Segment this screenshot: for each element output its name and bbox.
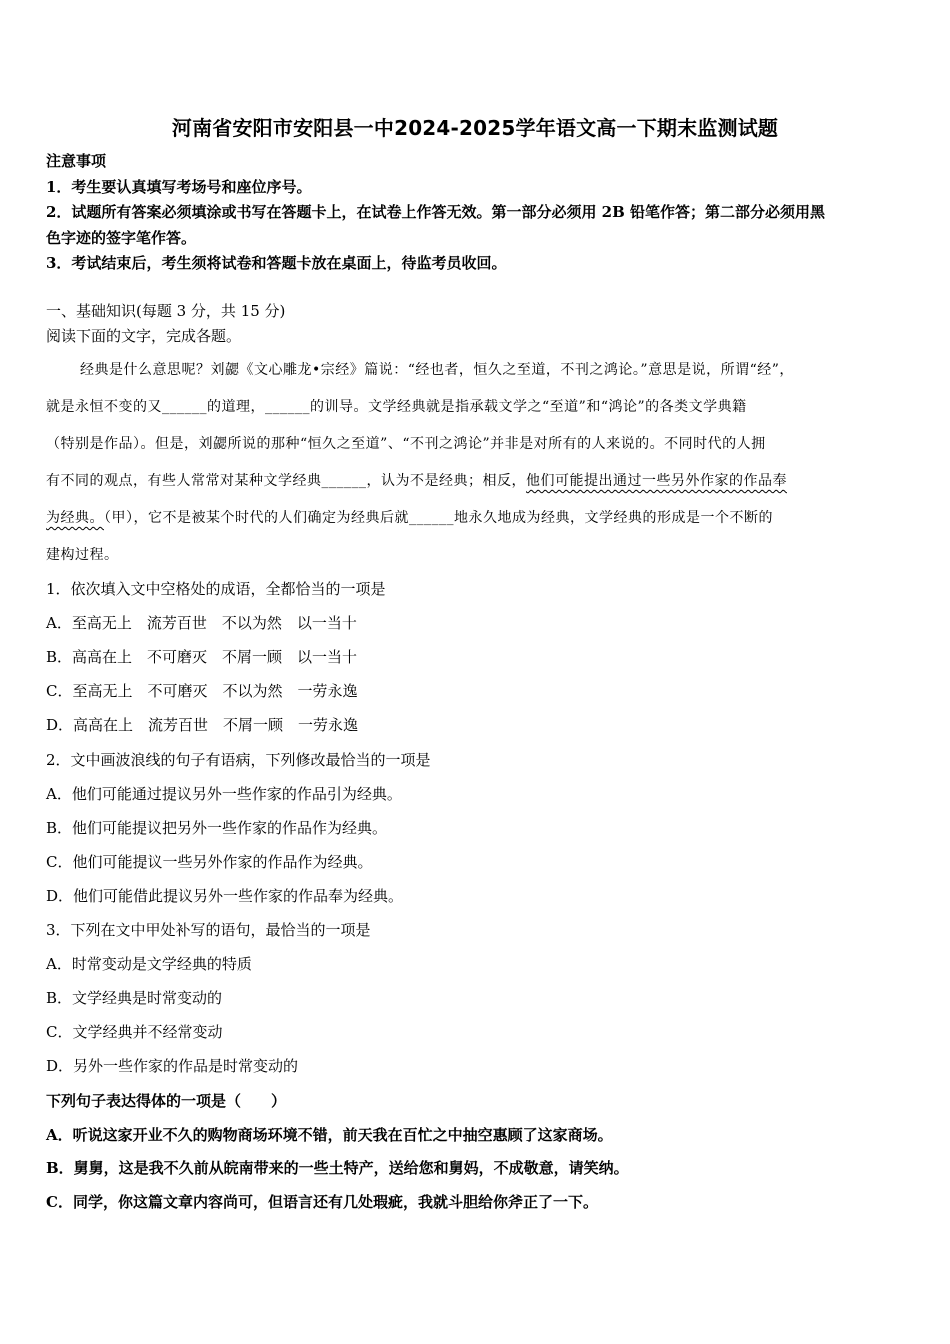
question-stem: 2．文中画波浪线的句子有语病，下列修改最恰当的一项是 — [46, 751, 431, 769]
question-stem: 3．下列在文中甲处补写的语句，最恰当的一项是 — [46, 921, 371, 939]
question-option: C．文学经典并不经常变动 — [46, 1023, 223, 1041]
passage-line — [46, 471, 787, 491]
question-option: D．他们可能借此提议另外一些作家的作品奉为经典。 — [46, 887, 404, 905]
section-instruction: 阅读下面的文字，完成各题。 — [46, 327, 242, 345]
notice-item: 1．考生要认真填写考场号和座位序号。 — [46, 178, 312, 196]
question-stem: 1．依次填入文中空格处的成语，全都恰当的一项是 — [46, 580, 386, 598]
passage-line: 就是永恒不变的又______的道理，______的训导。文学经典就是指承载文学之“至道”和“鸿论”的各类文学典籍 — [46, 399, 747, 415]
wavy-underlined-sentence: 为经典。 — [46, 510, 104, 526]
question-option: A．他们可能通过提议另外一些作家的作品引为经典。 — [46, 785, 402, 803]
passage-line: （特别是作品）。但是，刘勰所说的那种“恒久之至道”、“不刊之鸿论”并非是对所有的人来说的。不同时代的人拥 — [46, 436, 766, 452]
passage-text: 有不同的观点，有些人常常对某种文学经典______，认为不是经典；相反， — [46, 473, 526, 489]
question-option: D．高高在上 流芳百世 不屑一顾 一劳永逸 — [46, 716, 359, 734]
section-heading: 一、基础知识(每题 3 分，共 15 分) — [46, 302, 286, 320]
notice-item: 2．试题所有答案必须填涂或书写在答题卡上，在试卷上作答无效。第一部分必须用 2B 铅笔作答；第二部分必须用黑 — [46, 203, 826, 221]
question-option: C．同学，你这篇文章内容尚可，但语言还有几处瑕疵，我就斗胆给你斧正了一下。 — [46, 1193, 598, 1211]
notice-heading: 注意事项 — [46, 152, 107, 170]
question-option: D．另外一些作家的作品是时常变动的 — [46, 1057, 299, 1075]
question-option: C．至高无上 不可磨灭 不以为然 一劳永逸 — [46, 682, 358, 700]
question-option: A．至高无上 流芳百世 不以为然 以一当十 — [46, 614, 357, 632]
question-option: B．高高在上 不可磨灭 不屑一顾 以一当十 — [46, 648, 358, 666]
passage-line: 建构过程。 — [46, 547, 119, 563]
question-option: A．时常变动是文学经典的特质 — [46, 955, 252, 973]
wavy-underlined-sentence: 他们可能提出通过一些另外作家的作品奉 — [526, 473, 787, 489]
question-option: A．听说这家开业不久的购物商场环境不错，前天我在百忙之中抽空惠顾了这家商场。 — [46, 1126, 613, 1144]
question-stem: 下列句子表达得体的一项是（ ） — [46, 1092, 287, 1110]
notice-item: 色字迹的签字笔作答。 — [46, 229, 197, 247]
passage-line: 经典是什么意思呢？刘勰《文心雕龙•宗经》篇说：“经也者，恒久之至道，不刊之鸿论。”意思是说，所谓“经”， — [80, 362, 794, 378]
question-option: B．文学经典是时常变动的 — [46, 989, 223, 1007]
question-option: B．他们可能提议把另外一些作家的作品作为经典。 — [46, 819, 388, 837]
question-option: B．舅舅，这是我不久前从皖南带来的一些土特产，送给您和舅妈，不成敬意，请笑纳。 — [46, 1159, 629, 1177]
page-title: 河南省安阳市安阳县一中2024-2025学年语文高一下期末监测试题 — [171, 116, 779, 140]
passage-line — [46, 508, 773, 528]
passage-text: （甲），它不是被某个时代的人们确定为经典后就______地永久地成为经典，文学经典的形成是一个不断的 — [104, 510, 773, 526]
question-option: C．他们可能提议一些另外作家的作品作为经典。 — [46, 853, 373, 871]
notice-item: 3．考试结束后，考生须将试卷和答题卡放在桌面上，待监考员收回。 — [46, 254, 507, 272]
